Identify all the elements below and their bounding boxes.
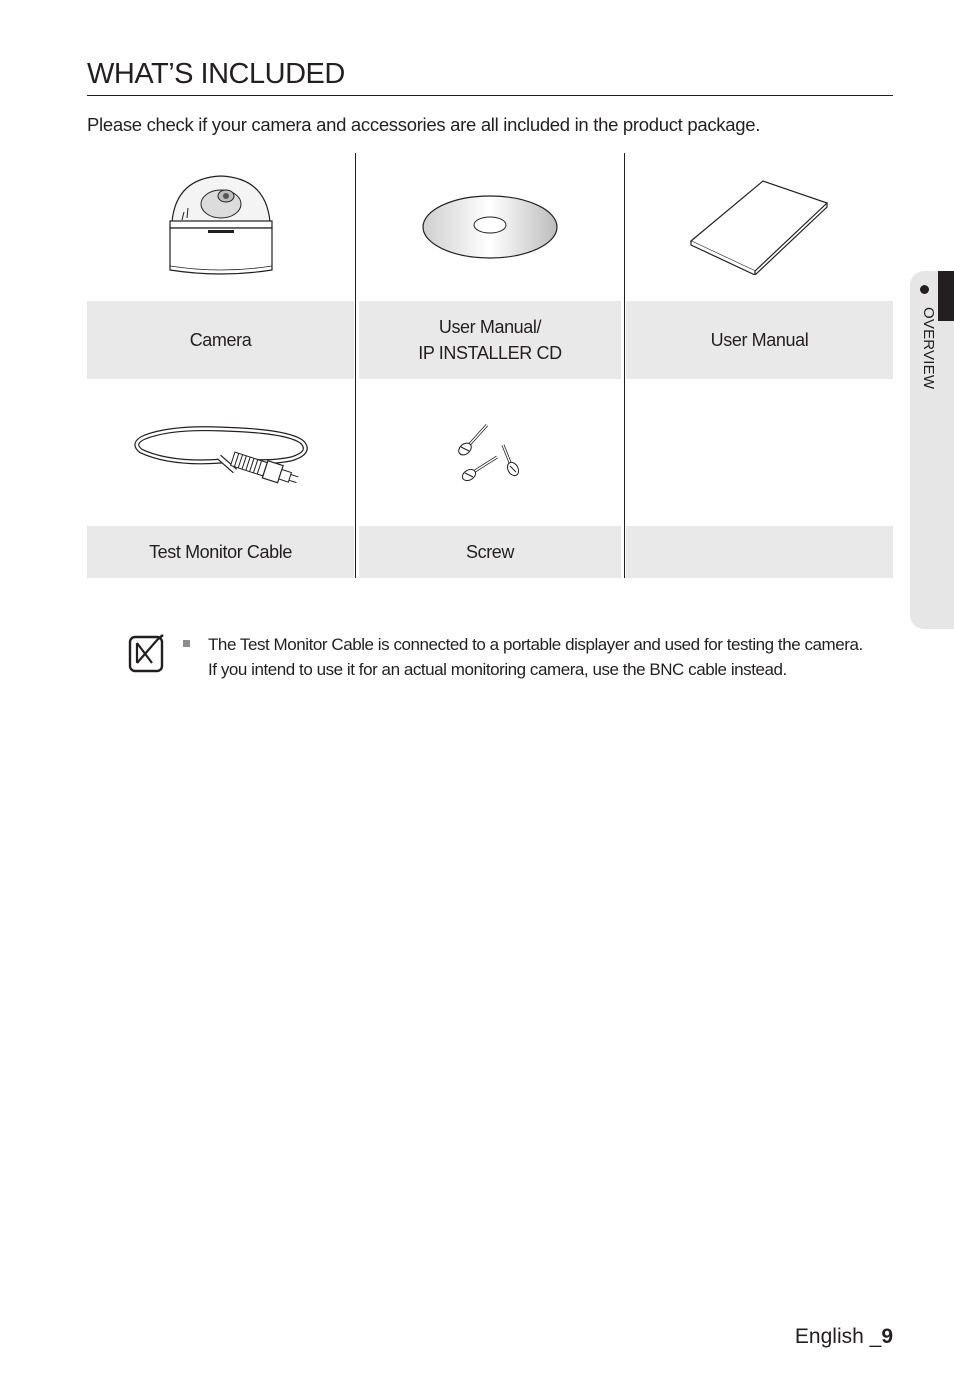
note-text: The Test Monitor Cable is connected to a portable displayer and used for testing the camera. If you intend to use it for an actual monitoring camera, use the BNC cable instead.: [208, 635, 863, 679]
item-label-camera: Camera: [87, 301, 354, 379]
side-tab-marker: [938, 271, 954, 321]
cd-cell: [356, 153, 624, 300]
page-footer: [795, 1325, 893, 1349]
page-number: 9: [881, 1325, 893, 1348]
screw-image: [455, 423, 525, 483]
manual-image: [689, 179, 829, 275]
item-label-screw: Screw: [359, 526, 621, 578]
cable-image: [131, 421, 311, 485]
item-label-test-monitor-cable: Test Monitor Cable: [87, 526, 354, 578]
note-icon: [128, 633, 166, 673]
manual-cell: [625, 153, 893, 300]
camera-cell: [87, 153, 355, 300]
cd-image: [420, 194, 560, 260]
item-label-user-manual: User Manual: [626, 301, 893, 379]
camera-image: [166, 174, 276, 280]
bullet-dot-icon: [920, 285, 929, 294]
intro-text: Please check if your camera and accessories are all included in the product package.: [87, 114, 761, 135]
side-tab-label: OVERVIEW: [920, 307, 937, 390]
footer-language: English _: [794, 1325, 882, 1348]
page-title: WHAT’S INCLUDED: [87, 58, 345, 90]
item-label-user-manual-cd: User Manual/ IP INSTALLER CD: [359, 301, 621, 379]
screw-cell: [356, 380, 624, 526]
title-rule: [87, 95, 893, 96]
cable-cell: [87, 380, 355, 526]
empty-cell: [625, 380, 893, 526]
note-bullet: [183, 640, 190, 647]
components-table: [87, 153, 893, 578]
item-label-empty: [626, 526, 893, 578]
section-side-tab: [910, 271, 954, 629]
